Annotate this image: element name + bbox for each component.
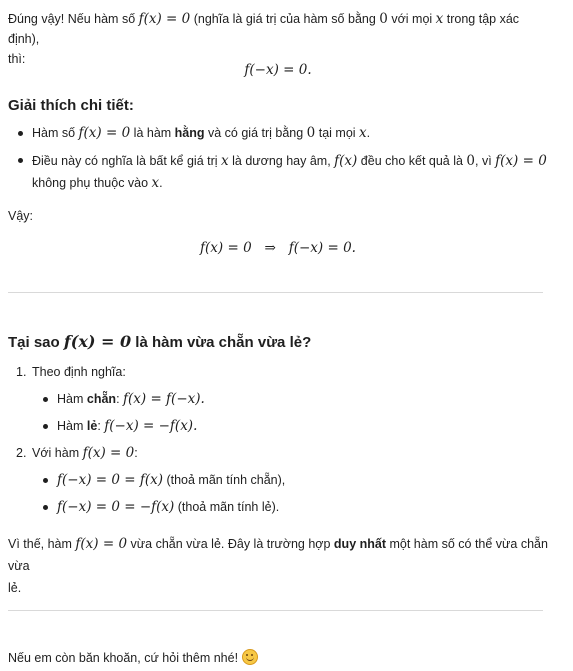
divider bbox=[8, 292, 543, 293]
list-item: Điều này có nghĩa là bất kể giá trị x là dương hay âm, f(x) đều cho kết quả là 0, vì f(x) = 0 không phụ thuộc vào x. bbox=[32, 150, 552, 194]
formula-implication: f(x) = 0 ⇒ f(−x) = 0. bbox=[200, 240, 356, 256]
math-fx-eq-0: f(x) = 0 bbox=[138, 11, 191, 27]
closing-line: Nếu em còn băn khoăn, cứ hỏi thêm nhé! bbox=[8, 648, 548, 668]
section-heading-explanation: Giải thích chi tiết: bbox=[8, 97, 134, 114]
section-heading-why: Tại sao f(x) = 0 là hàm vừa chẵn vừa lẻ? bbox=[8, 332, 312, 351]
list-item: f(−x) = 0 = −f(x) (thoả mãn tính lẻ). bbox=[57, 497, 537, 517]
list-item: Hàm lẻ: f(−x) = −f(x). bbox=[57, 416, 537, 436]
formula-f-minus-x: f(−x) = 0. bbox=[244, 62, 312, 78]
list-item: 1. Theo định nghĩa: bbox=[16, 365, 126, 379]
bullet-dot bbox=[43, 478, 48, 483]
bullet-dot bbox=[43, 397, 48, 402]
divider bbox=[8, 610, 543, 611]
bullet-dot bbox=[18, 158, 23, 163]
list-item: Hàm số f(x) = 0 là hàm hằng và có giá trị bằng 0 tại mọi x. bbox=[32, 123, 552, 143]
list-item: f(−x) = 0 = f(x) (thoả mãn tính chẵn), bbox=[57, 470, 537, 490]
smiling-face-icon bbox=[242, 649, 258, 665]
list-item: Hàm chẵn: f(x) = f(−x). bbox=[57, 389, 537, 409]
bullet-dot bbox=[43, 505, 48, 510]
summary-paragraph: Vì thế, hàm f(x) = 0 vừa chẵn vừa lẻ. Đây là trường hợp duy nhất một hàm số có thể vừa chẵn vừa lẻ. bbox=[8, 536, 548, 595]
conclusion-label: Vậy: bbox=[8, 209, 34, 223]
intro-paragraph: Đúng vậy! Nếu hàm số f(x) = 0 (nghĩa là giá trị của hàm số bằng 0 với mọi x trong tập xác định), thì: bbox=[8, 11, 520, 66]
bullet-dot bbox=[43, 424, 48, 429]
bullet-dot bbox=[18, 131, 23, 136]
list-item: 2. Với hàm f(x) = 0: bbox=[16, 445, 138, 461]
